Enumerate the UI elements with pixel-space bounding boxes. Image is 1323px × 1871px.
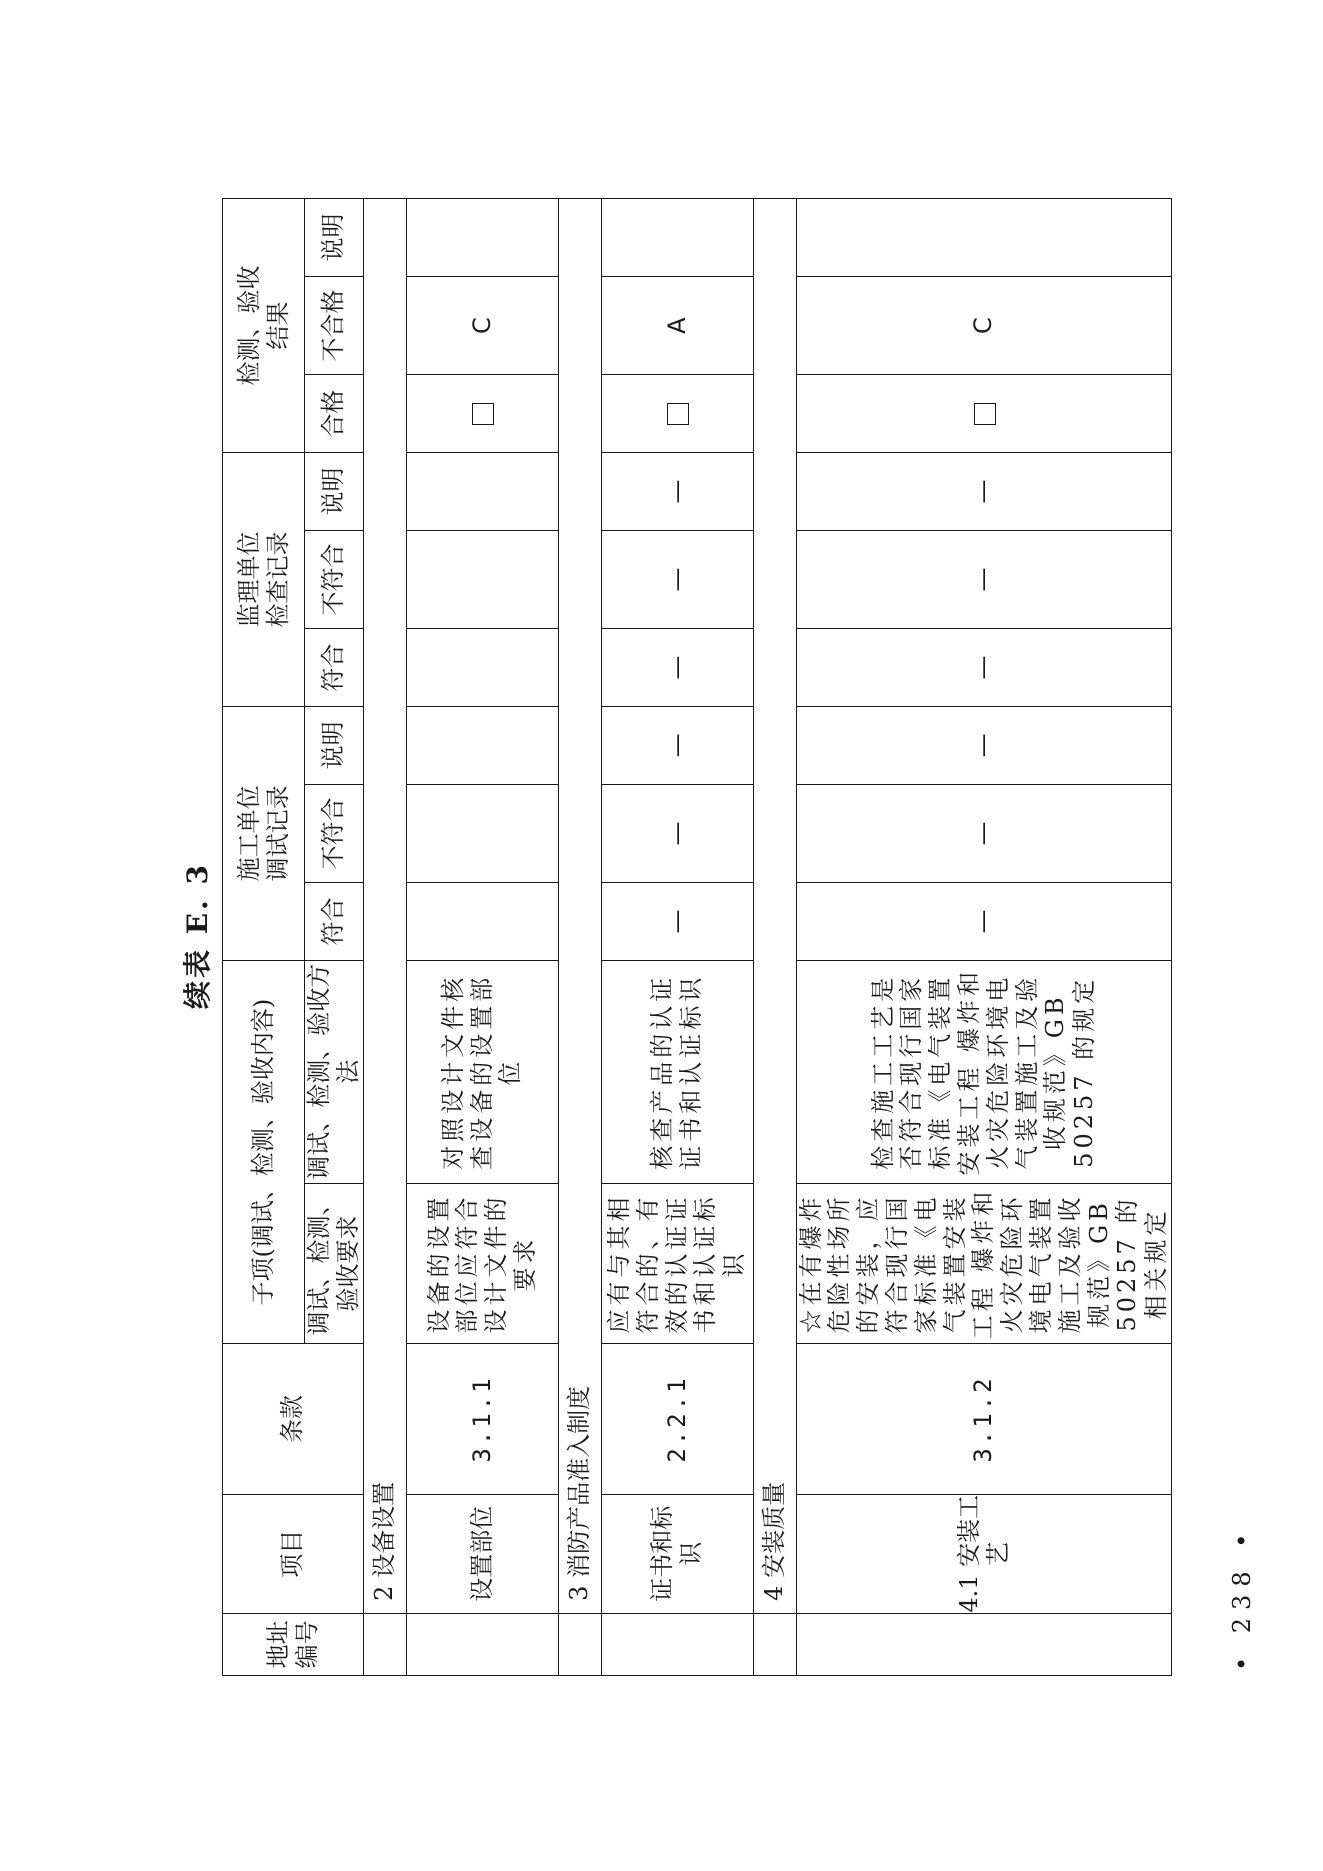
header-c-note: 说明 [305,706,364,784]
section-row [558,199,601,1676]
cell-c-note [406,706,558,784]
row-item: 设置部位 [406,1494,558,1613]
row-method: 对照设计文件核查设备的设置部位 [406,960,558,1183]
cell-c-nonconform: — [796,784,1171,882]
header-subitem: 子项(调试、检测、验收内容) [223,960,305,1343]
cell-s-nonconform: — [796,530,1171,628]
pass-checkbox[interactable] [406,375,558,453]
header-address: 地址编号 [223,1613,364,1675]
cell-s-note [406,453,558,531]
header-construction: 施工单位 调试记录 [223,706,305,960]
header-c-nonconform: 不符合 [305,784,364,882]
header-acceptance: 检测、验收 结果 [223,199,305,453]
pass-checkbox[interactable] [796,375,1171,453]
header-method: 调试、检测、验收方法 [305,960,364,1183]
page-number: • 238 • [1228,1525,1256,1671]
cell-s-note: — [796,453,1171,531]
header-item: 项目 [223,1494,364,1613]
cell-note2 [406,199,558,277]
cell-c-note: — [601,706,753,784]
row-requirement: ☆在有爆炸危险性场所的安装，应符合现行国家标准《电气装置安装工程 爆炸和火灾危险环境电气装置施工及验收规范》GB 50257 的相关规定 [796,1183,1171,1344]
header-supervision: 监理单位 检查记录 [223,453,305,707]
cell-s-conform: — [796,629,1171,707]
header-s-conform: 符合 [305,629,364,707]
row-clause: 3.1.2 [796,1344,1171,1494]
header-requirement: 调试、检测、验收要求 [305,1183,364,1344]
cell-s-conform: — [601,629,753,707]
caption-number: E. 3 [181,861,214,935]
table-row [796,199,1171,1676]
grade-cell: C [406,276,558,374]
cell-c-conform: — [796,883,1171,961]
grade-cell: C [796,276,1171,374]
cell-c-note: — [796,706,1171,784]
section-row [363,199,406,1676]
row-clause: 3.1.1 [406,1344,558,1494]
pass-checkbox[interactable] [601,375,753,453]
checkbox-square [974,403,996,425]
row-method: 检查施工工艺是否符合现行国家标准《电气装置安装工程 爆炸和火灾危险环境电气装置施工及验收规范》GB 50257 的规定 [796,960,1171,1183]
row-item: 证书和标识 [601,1494,753,1613]
section-title: 3 消防产品准入制度 [558,199,601,1614]
cell-s-conform [406,629,558,707]
header-s-nonconform: 不符合 [305,530,364,628]
grade-cell: A [601,276,753,374]
row-method: 核查产品的认证证书和认证标识 [601,960,753,1183]
header-clause: 条款 [223,1344,364,1494]
table-row [406,199,558,1676]
cell-note2 [601,199,753,277]
table-row [601,199,753,1676]
header-fail: 不合格 [305,276,364,374]
checkbox-square [667,403,689,425]
table-caption [176,0,216,1871]
header-pass: 合格 [305,375,364,453]
header-s-note: 说明 [305,453,364,531]
header-note2: 说明 [305,199,364,277]
row-item: 4.1 安装工艺 [796,1494,1171,1613]
cell-s-nonconform: — [601,530,753,628]
section-title: 2 设备设置 [363,199,406,1614]
section-row [753,199,796,1676]
cell-c-conform: — [601,883,753,961]
header-c-conform: 符合 [305,883,364,961]
header-row-1 [223,199,305,1676]
cell-s-note: — [601,453,753,531]
inspection-table [222,198,1172,1676]
cell-c-nonconform [406,784,558,882]
row-requirement: 应有与其相符合的、有效的认证证书和认证标识 [601,1183,753,1344]
section-title: 4 安装质量 [753,199,796,1614]
cell-c-conform [406,883,558,961]
checkbox-square [472,403,494,425]
row-requirement: 设备的设置部位应符合设计文件的要求 [406,1183,558,1344]
cell-c-nonconform: — [601,784,753,882]
cell-s-nonconform [406,530,558,628]
caption-prefix: 续表 [181,947,214,1010]
cell-note2 [796,199,1171,277]
row-clause: 2.2.1 [601,1344,753,1494]
